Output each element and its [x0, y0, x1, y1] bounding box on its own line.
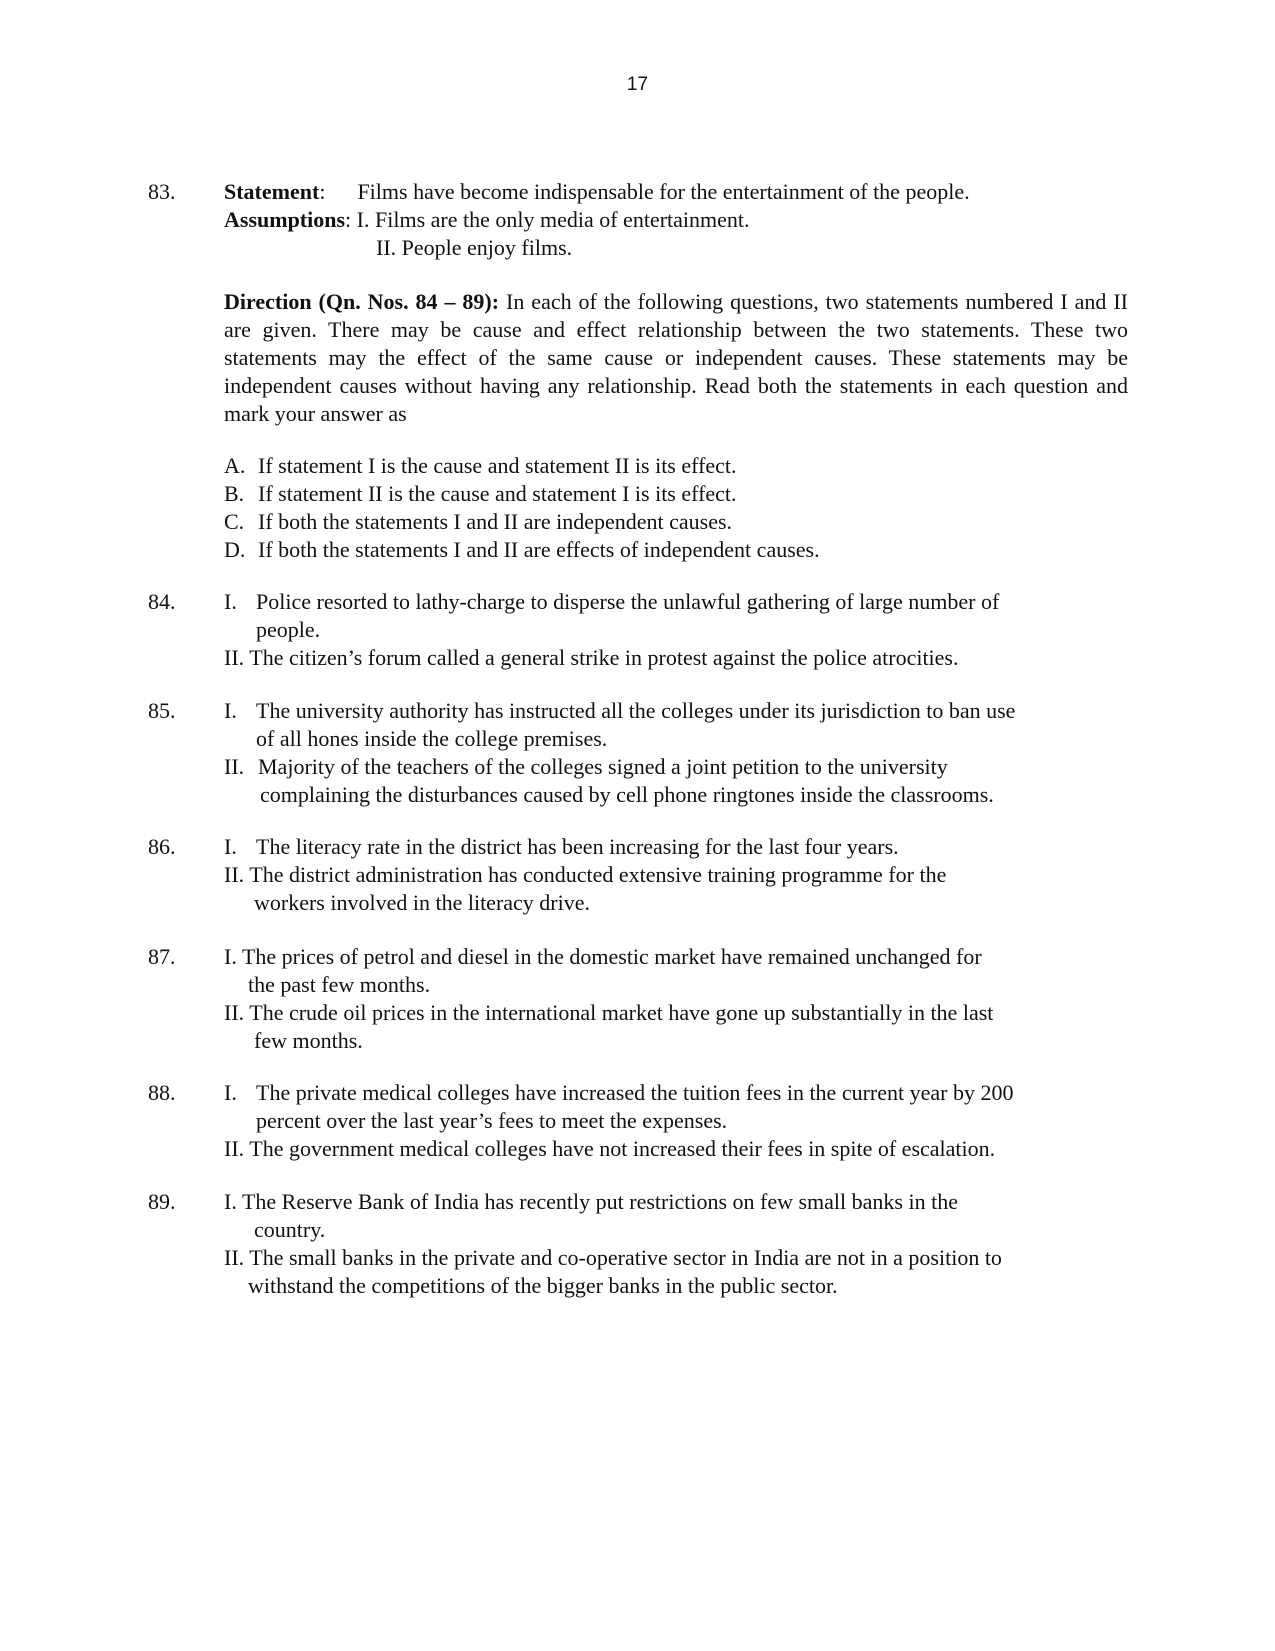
question-number: 83. — [148, 179, 176, 204]
statement-1-cont: percent over the last year’s fees to meet the expenses. — [256, 1108, 728, 1133]
statement-2: II. The citizen’s forum called a general strike in protest against the police atrocities. — [224, 645, 959, 670]
statement-1-cont: of all hones inside the college premises. — [256, 726, 608, 751]
question-87 — [148, 943, 1128, 1058]
assumptions-line — [224, 206, 1124, 234]
direction-label: Direction (Qn. Nos. 84 – 89): — [224, 289, 500, 314]
option-d: D. If both the statements I and II are effects of independent causes. — [224, 537, 820, 562]
question-85 — [148, 697, 1128, 812]
statement-1: I. Police resorted to lathy-charge to disperse the unlawful gathering of large number of — [224, 589, 1000, 614]
question-number: 84. — [148, 589, 176, 614]
option-c: C. If both the statements I and II are independent causes. — [224, 509, 733, 534]
statement-2: II. The government medical colleges have not increased their fees in spite of escalation. — [224, 1136, 996, 1161]
statement-line — [224, 178, 1124, 206]
question-number: 88. — [148, 1080, 176, 1105]
statement-2: II. The crude oil prices in the international market have gone up substantially in the last — [224, 1000, 994, 1025]
assumptions-label: Assumptions — [224, 207, 346, 232]
statement-1-cont: country. — [254, 1217, 326, 1242]
question-88 — [148, 1079, 1128, 1169]
statement-2: II. Majority of the teachers of the colleges signed a joint petition to the university — [224, 754, 948, 779]
question-89 — [148, 1188, 1128, 1303]
statement-2-cont: withstand the competitions of the bigger banks in the public sector. — [248, 1273, 838, 1298]
option-a: A. If statement I is the cause and statement II is its effect. — [224, 453, 737, 478]
assumption-2: II. People enjoy films. — [376, 235, 573, 260]
statement-1: I. The university authority has instructed all the colleges under its jurisdiction to ban use — [224, 698, 1016, 723]
question-body — [224, 1079, 1124, 1163]
answer-options — [224, 452, 1128, 564]
statement-1: I. The private medical colleges have increased the tuition fees in the current year by 200 — [224, 1080, 1014, 1105]
direction-text: In each of the following questions, two statements numbered I and II are given. There may be cause and effect relationship between the two statements. These two statements may the effect of the same cause or independent causes. These statements may be independent causes without having any relationship. Read both the statements in each question and mark your answer as — [224, 289, 1128, 426]
question-number: 87. — [148, 944, 176, 969]
question-body — [224, 588, 1124, 672]
statement-2-cont: complaining the disturbances caused by cell phone ringtones inside the classrooms. — [260, 782, 994, 807]
question-83 — [148, 178, 1128, 268]
page-number: 17 — [626, 74, 649, 95]
question-body — [224, 833, 1124, 917]
question-body — [224, 697, 1124, 809]
statement-1-cont: the past few months. — [248, 972, 431, 997]
statement-2: II. The small banks in the private and co-operative sector in India are not in a position to — [224, 1245, 1002, 1270]
question-number: 89. — [148, 1189, 176, 1214]
statement-1: I. The literacy rate in the district has been increasing for the last four years. — [224, 834, 899, 859]
question-number: 86. — [148, 834, 176, 859]
assumption-1: I. Films are the only media of entertainment. — [356, 207, 750, 232]
statement-1: I. The Reserve Bank of India has recently put restrictions on few small banks in the — [224, 1189, 958, 1214]
question-number: 85. — [148, 698, 176, 723]
statement-label: Statement — [224, 179, 320, 204]
assumptions-colon: : — [345, 207, 352, 232]
direction-paragraph — [224, 288, 1128, 428]
question-84 — [148, 588, 1128, 678]
option-b: B. If statement II is the cause and statement I is its effect. — [224, 481, 737, 506]
question-86 — [148, 833, 1128, 923]
statement-2: II. The district administration has conducted extensive training programme for the — [224, 862, 947, 887]
statement-1: I. The prices of petrol and diesel in the domestic market have remained unchanged for — [224, 944, 982, 969]
question-body — [224, 943, 1124, 1055]
statement-colon: : — [319, 179, 326, 204]
question-body — [224, 1188, 1124, 1300]
statement-2-cont: workers involved in the literacy drive. — [254, 890, 591, 915]
statement-text: Films have become indispensable for the entertainment of the people. — [357, 179, 970, 204]
statement-2-cont: few months. — [254, 1028, 363, 1053]
statement-1-cont: people. — [256, 617, 321, 642]
question-body — [224, 178, 1124, 262]
